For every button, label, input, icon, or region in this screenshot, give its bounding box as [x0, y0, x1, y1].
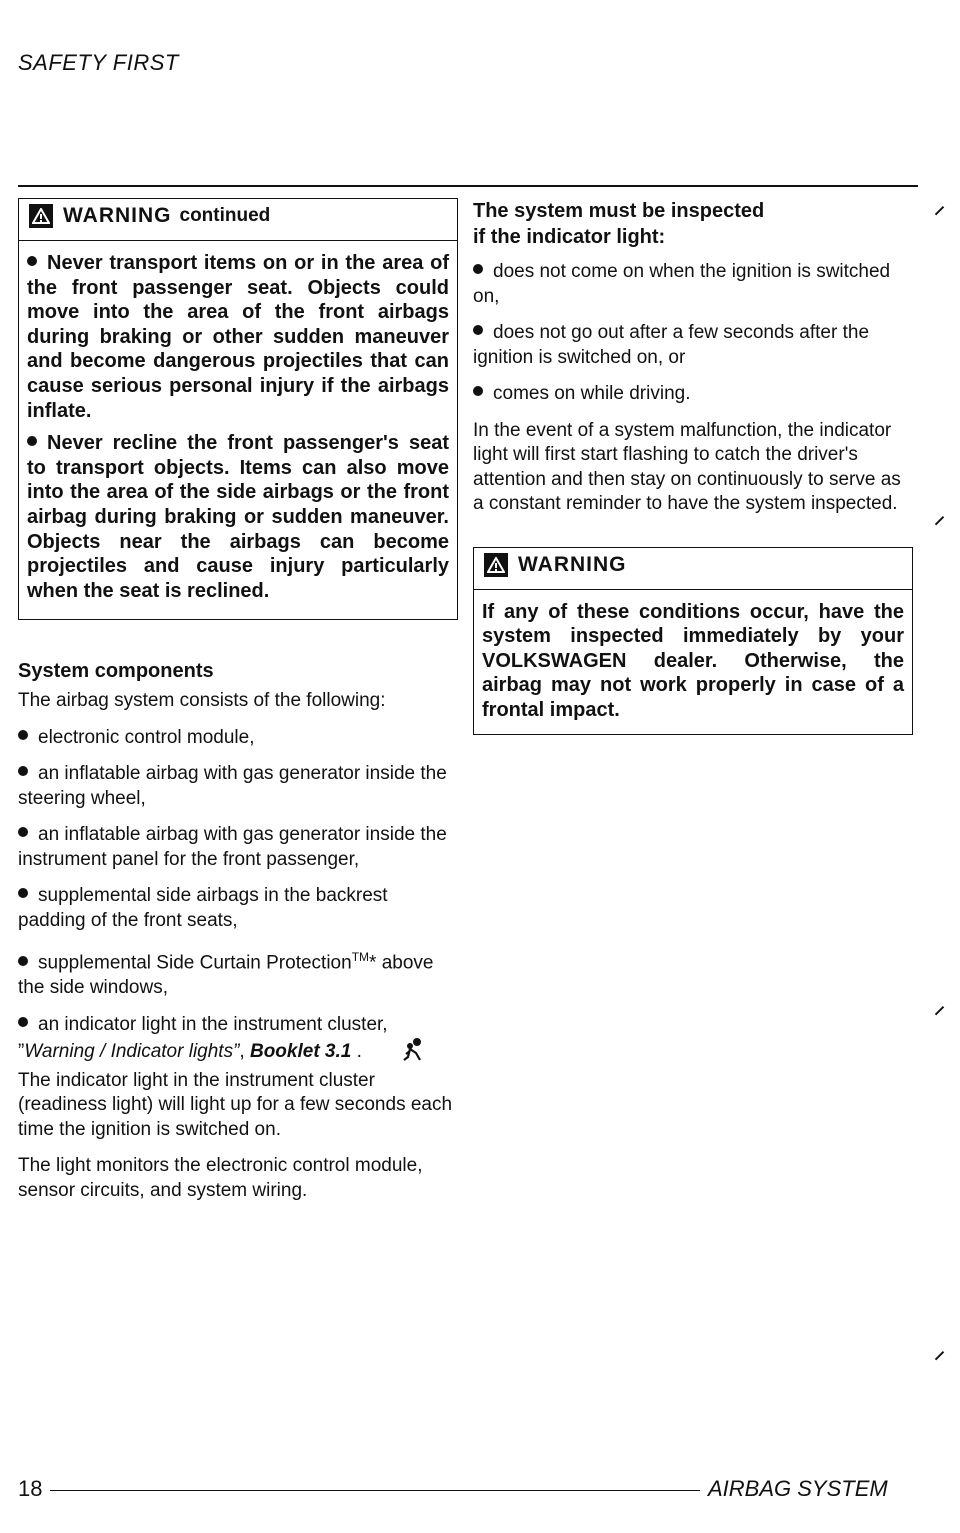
monitor-paragraph: The light monitors the electronic control module, sensor circuits, and system wiring.: [18, 1155, 423, 1201]
warning-title: WARNING: [63, 204, 172, 227]
warning-header: [19, 199, 457, 241]
warning-triangle-icon: [29, 204, 53, 228]
bullet-icon: [18, 1017, 28, 1027]
section-heading-system-components: System components: [18, 660, 214, 683]
list-item: supplemental side airbags in the backrest padding of the front seats,: [18, 885, 388, 931]
warning-paragraph: Never recline the front passenger's seat to transport objects. Items can also move into the area of the side airbags or the front airbag during braking or sudden maneuver. Objects near the airbags can become projectiles and cause injury particularly when the seat is reclined.: [27, 432, 449, 602]
margin-mark-icon: ⸝: [934, 993, 946, 1018]
booklet-reference: Booklet 3.1: [249, 1041, 352, 1063]
bullet-icon: [18, 827, 28, 837]
page-header: SAFETY FIRST: [18, 50, 179, 75]
warning-header: [474, 548, 912, 590]
bullet-icon: [18, 888, 28, 898]
list-item: comes on while driving.: [473, 382, 913, 407]
warning-body: [474, 590, 912, 735]
warning-triangle-icon: [484, 553, 508, 577]
warning-box-continued: [18, 198, 458, 620]
cross-reference: Warning / Indicator lights”: [24, 1041, 240, 1063]
top-rule: [18, 185, 918, 187]
warning-continued-label: continued: [179, 205, 271, 226]
airbag-readiness-icon: [402, 1037, 424, 1061]
malfunction-paragraph: In the event of a system malfunction, the indicator light will first start flashing to catch the driver's attention and then stay on continuously to serve as a constant reminder to have the system inspected.: [473, 419, 901, 514]
list-item: an inflatable airbag with gas generator inside the steering wheel,: [18, 763, 447, 809]
right-column: [473, 198, 913, 735]
left-column: [18, 198, 458, 1215]
bullet-icon: [473, 264, 483, 274]
page-number: 18: [18, 1476, 43, 1501]
list-item: electronic control module,: [18, 726, 458, 751]
indicator-paragraph: The indicator light in the instrument cluster (readiness light) will light up for a few seconds each time the ignition is switched on.: [18, 1069, 453, 1140]
inspection-heading: The system must be inspected if the indicator light:: [473, 200, 765, 248]
list-item: does not go out after a few seconds after the ignition is switched on, or: [473, 322, 870, 368]
footer-rule: [50, 1490, 700, 1491]
bullet-icon: [18, 956, 28, 966]
warning-body: [19, 241, 457, 619]
margin-mark-icon: ⸝: [934, 503, 946, 528]
bullet-icon: [473, 325, 483, 335]
bullet-icon: [18, 766, 28, 776]
bullet-icon: [473, 386, 483, 396]
margin-mark-icon: ⸝: [934, 1338, 946, 1363]
warning-title: WARNING: [518, 552, 627, 576]
components-intro: The airbag system consists of the following:: [18, 690, 386, 712]
warning-paragraph: Never transport items on or in the area of the front passenger seat. Objects could move into the area of the front airbags during braking or other sudden maneuver and become dangerous projectiles that can cause serious personal injury if the airbags inflate.: [27, 252, 449, 422]
warning-paragraph: If any of these conditions occur, have the system inspected immediately by your VOLKSWAGEN dealer. Otherwise, the airbag may not work properly in case of a frontal impact.: [482, 600, 904, 721]
bullet-icon: [27, 256, 37, 266]
list-item: an inflatable airbag with gas generator inside the instrument panel for the front passenger,: [18, 824, 447, 870]
list-item: supplemental Side Curtain Protection™* above the side windows,: [18, 950, 434, 999]
bullet-icon: [18, 730, 28, 740]
bullet-icon: [27, 436, 37, 446]
warning-box: [473, 547, 913, 736]
footer-section-title: AIRBAG SYSTEM: [708, 1476, 888, 1501]
margin-mark-icon: ⸝: [934, 193, 946, 218]
list-item: an indicator light in the instrument cluster, ”Warning / Indicator lights”, Booklet 3.1 .: [18, 1013, 458, 1065]
list-item: does not come on when the ignition is switched on,: [473, 261, 891, 307]
